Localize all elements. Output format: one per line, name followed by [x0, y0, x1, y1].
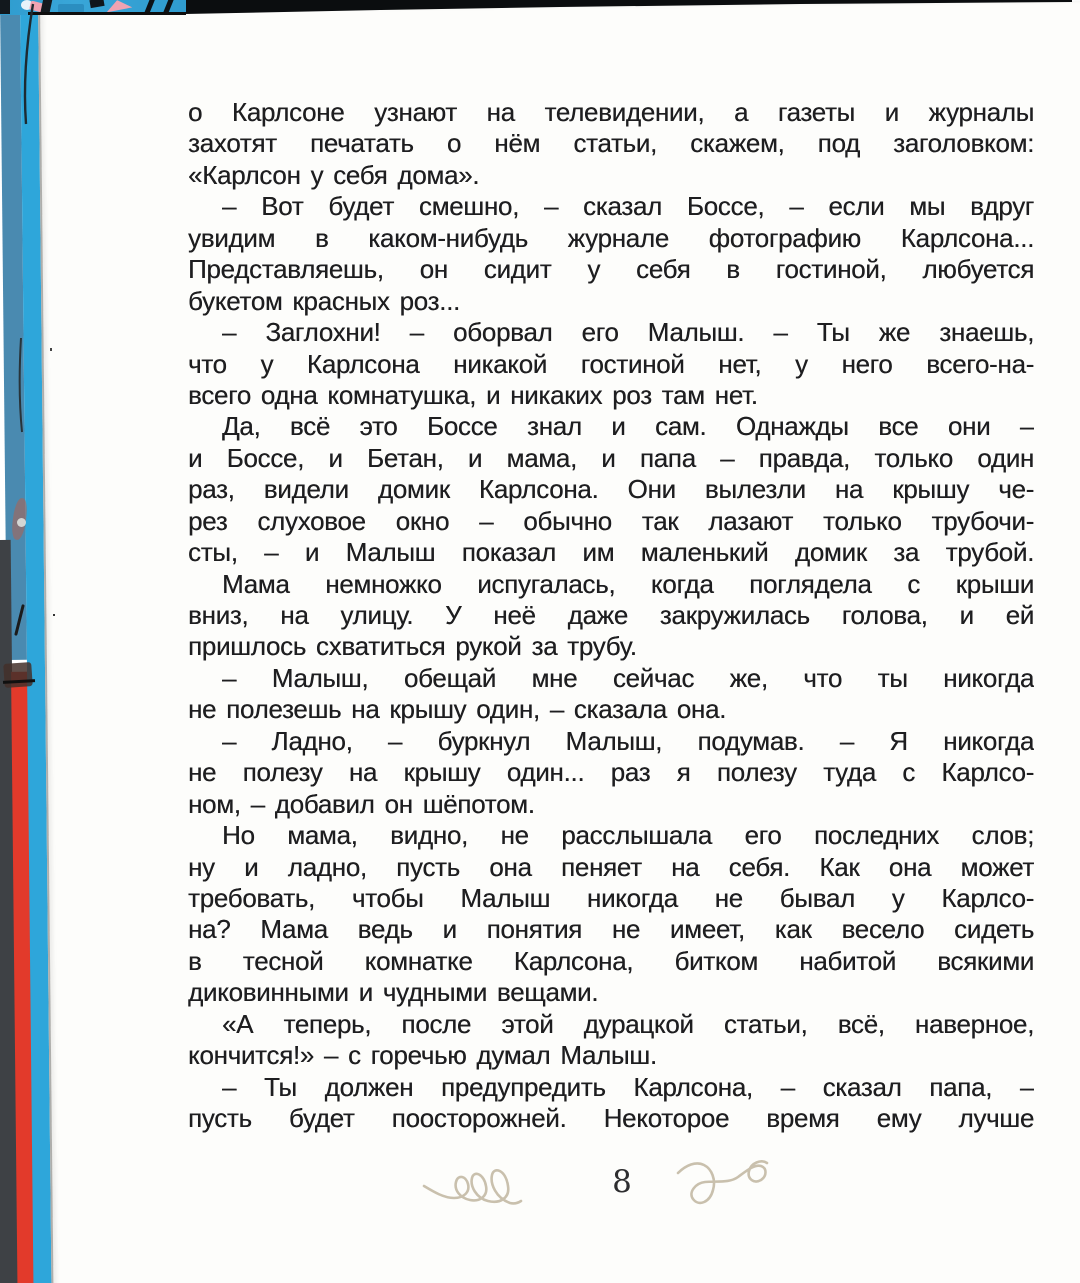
cover-pattern-mark: [0, 0, 10, 14]
text-line: что у Карлсона никакой гостиной нет, у него всего-на-: [188, 348, 1034, 379]
text-line: кончится!» – с горечью думал Малыш.: [188, 1040, 657, 1071]
page-number: 8: [612, 1164, 632, 1200]
text-line: – Заглохни! – оборвал его Малыш. – Ты же знаешь,: [222, 317, 1034, 348]
text-line: требовать, чтобы Малыш никогда не бывал у Карлсо-: [188, 882, 1034, 913]
text-line: Да, всё это Боссе знал и сам. Однажды все они –: [222, 411, 1034, 442]
text-line: – Вот будет смешно, – сказал Боссе, – если мы вдруг: [222, 191, 1034, 222]
squiggle-right-icon: [672, 1155, 772, 1215]
page-text: [188, 97, 1034, 1134]
text-line: ну и ладно, пусть она пеняет на себя. Как она может: [188, 851, 1034, 882]
text-line: – Ладно, – буркнул Малыш, подумав. – Я никогда: [222, 725, 1034, 756]
text-line: рез слуховое окно – обычно так лазают только трубочи-: [188, 505, 1034, 536]
cover-pattern-mark: [89, 0, 104, 8]
text-line: вниз, на улицу. У неё даже закружилась голова, и ей: [188, 600, 1034, 630]
text-line: Но мама, видно, не расслышала его последних слов;: [222, 820, 1034, 851]
text-line: всего одна комнатушка, и никаких роз там нет.: [188, 379, 758, 410]
text-line: сты, – и Малыш показал им маленький домик за трубой.: [188, 537, 1034, 568]
text-line: пусть будет поосторожней. Некоторое время ему лучше: [188, 1103, 1034, 1133]
cover-pattern-pink: [105, 0, 132, 12]
text-line: не полезешь на крышу один, – сказала она.: [188, 694, 727, 725]
text-line: не полезу на крышу один... раз я полезу туда с Карлсо-: [188, 757, 1034, 788]
text-line: Мама немножко испугалась, когда поглядела с крыши: [222, 568, 1034, 599]
text-line: Представляешь, он сидит у себя в гостиной, любуется: [188, 254, 1034, 285]
text-line: о Карлсоне узнают на телевидении, а газеты и журналы: [188, 97, 1034, 127]
text-line: «А теперь, после этой дурацкой статьи, всё, наверное,: [222, 1008, 1034, 1039]
text-line: «Карлсон у себя дома».: [188, 159, 480, 190]
text-line: – Малыш, обещай мне сейчас же, что ты никогда: [222, 662, 1034, 693]
text-line: на? Мама ведь и понятия не имеет, как весело сидеть: [188, 914, 1034, 945]
text-line: ном, – добавил он шёпотом.: [188, 788, 535, 819]
text-line: в тесной комнатке Карлсона, битком набитой всякими: [188, 945, 1034, 976]
text-line: – Ты должен предупредить Карлсона, – сказал папа, –: [222, 1071, 1034, 1102]
text-line: увидим в каком-нибудь журнале фотографию Карлсона...: [188, 222, 1034, 253]
squiggle-left-icon: [420, 1158, 570, 1213]
text-line: раз, видели домик Карлсона. Они вылезли на крышу че-: [188, 474, 1034, 505]
cover-edge-line: [28, 12, 186, 15]
text-line: диковинными и чудными вещами.: [188, 977, 599, 1008]
text-line: захотят печатать о нём статьи, скажем, под заголовком:: [188, 128, 1034, 159]
text-line: и Боссе, и Бетан, и мама, и папа – правда, только один: [188, 442, 1034, 473]
text-line: букетом красных роз...: [188, 285, 460, 316]
text-line: пришлось схватиться рукой за трубу.: [188, 631, 637, 662]
